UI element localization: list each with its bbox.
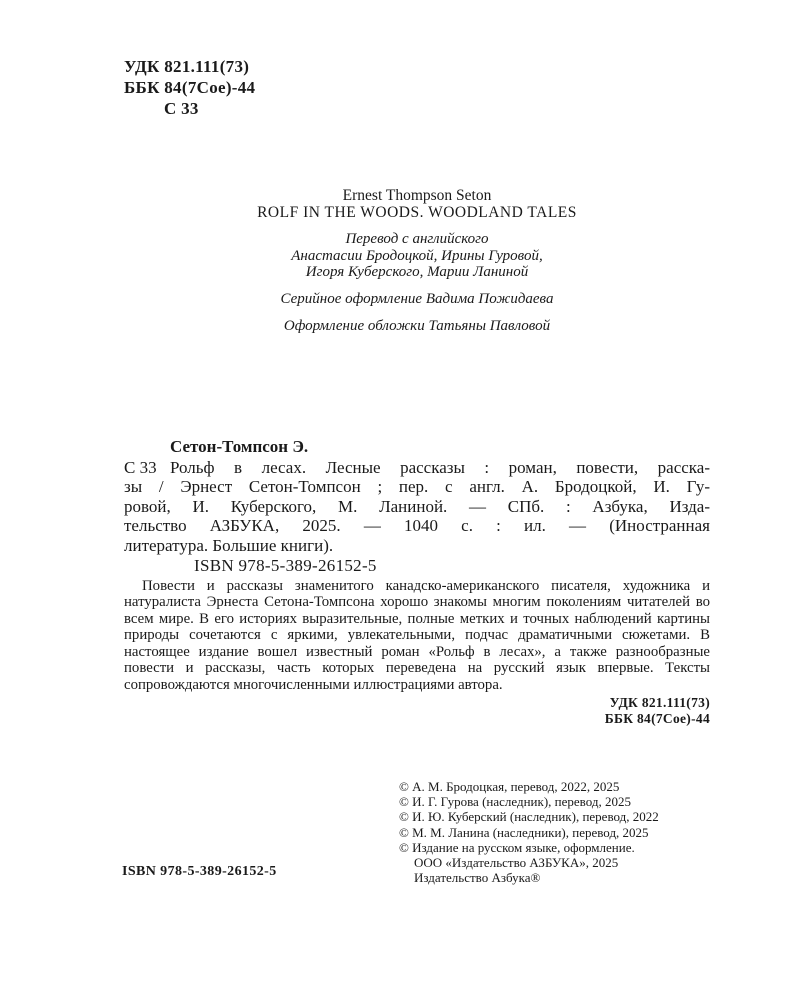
book-title-english: ROLF IN THE WOODS. WOODLAND TALES	[257, 204, 577, 221]
bib-line: Рольф в лесах. Лесные рассказы : роман, повести, расска-	[170, 457, 710, 477]
bib-line: тельство АЗБУКА, 2025. — 1040 с. : ил. — (Иностранная	[124, 516, 710, 535]
copyright-line: © Издание на русском языке, оформление.	[399, 839, 635, 855]
bbk-code-bottom: ББК 84(7Сое)-44	[604, 711, 710, 726]
copyright-block	[399, 779, 659, 885]
bib-line: ровой, И. Куберского, М. Ланиной. — СПб. : Азбука, Изда-	[124, 496, 710, 516]
bibliographic-entry	[124, 458, 710, 556]
translation-heading: Перевод с английского	[345, 231, 489, 247]
translators-line-2: Игоря Куберского, Марии Ланиной	[305, 264, 529, 280]
copyright-line: Издательство Азбука®	[414, 870, 541, 886]
series-design-credit: Серийное оформление Вадима Пожидаева	[280, 290, 554, 307]
author-sign-top: С 33	[164, 99, 199, 118]
bbk-code-top: ББК 84(7Сое)-44	[124, 78, 256, 97]
bib-line: зы / Эрнест Сетон-Томпсон ; пер. с англ. А. Бродоцкой, И. Гу-	[124, 477, 710, 496]
udk-code-top: УДК 821.111(73)	[124, 57, 250, 76]
author-name-english: Ernest Thompson Seton	[342, 187, 492, 204]
isbn-number-bottom: ISBN 978-5-389-26152-5	[122, 864, 277, 879]
cover-design-credit: Оформление обложки Татьяны Павловой	[283, 318, 551, 334]
isbn-number: ISBN 978-5-389-26152-5	[194, 556, 377, 575]
copyright-line: © А. М. Бродоцкая, перевод, 2022, 2025	[399, 779, 620, 794]
bibliographic-block	[124, 437, 710, 727]
title-credits-block	[124, 187, 710, 335]
copyright-line: ООО «Издательство АЗБУКА», 2025	[414, 855, 619, 871]
translators-line-1: Анастасии Бродоцкой, Ирины Гуровой,	[291, 247, 543, 264]
copyright-line: © И. Ю. Куберский (наследник), перевод, 2022	[399, 809, 659, 825]
translation-credits	[124, 231, 710, 281]
classification-codes-top	[124, 56, 255, 119]
udk-code-bottom: УДК 821.111(73)	[609, 695, 710, 710]
author-sign: С 33	[124, 457, 157, 477]
annotation-text: Повести и рассказы знаменитого канадско-американского писателя, художника и натуралиста Эрнеста Сетона-Томпсона хорошо знакомы многим поколениям читателей во всем мире. В его историях выразительные, полные метких и точных наблюдений картины природы сочетаются с яркими, увлекательными, подчас драматичными сюжетами. В настоящее издание вошел известный роман «Рольф в лесах», а также разнообразные повести и рассказы, часть которых переведена на русский язык впервые. Тексты сопровождаются многочисленными иллюстрациями автора.	[124, 577, 710, 693]
copyright-line: © М. М. Ланина (наследники), перевод, 2025	[399, 824, 649, 840]
bib-line: литература. Большие книги).	[124, 535, 334, 555]
classification-codes-bottom	[124, 695, 710, 727]
bibliographic-author: Сетон-Томпсон Э.	[170, 437, 309, 456]
copyright-line: © И. Г. Гурова (наследник), перевод, 2025	[399, 794, 631, 810]
